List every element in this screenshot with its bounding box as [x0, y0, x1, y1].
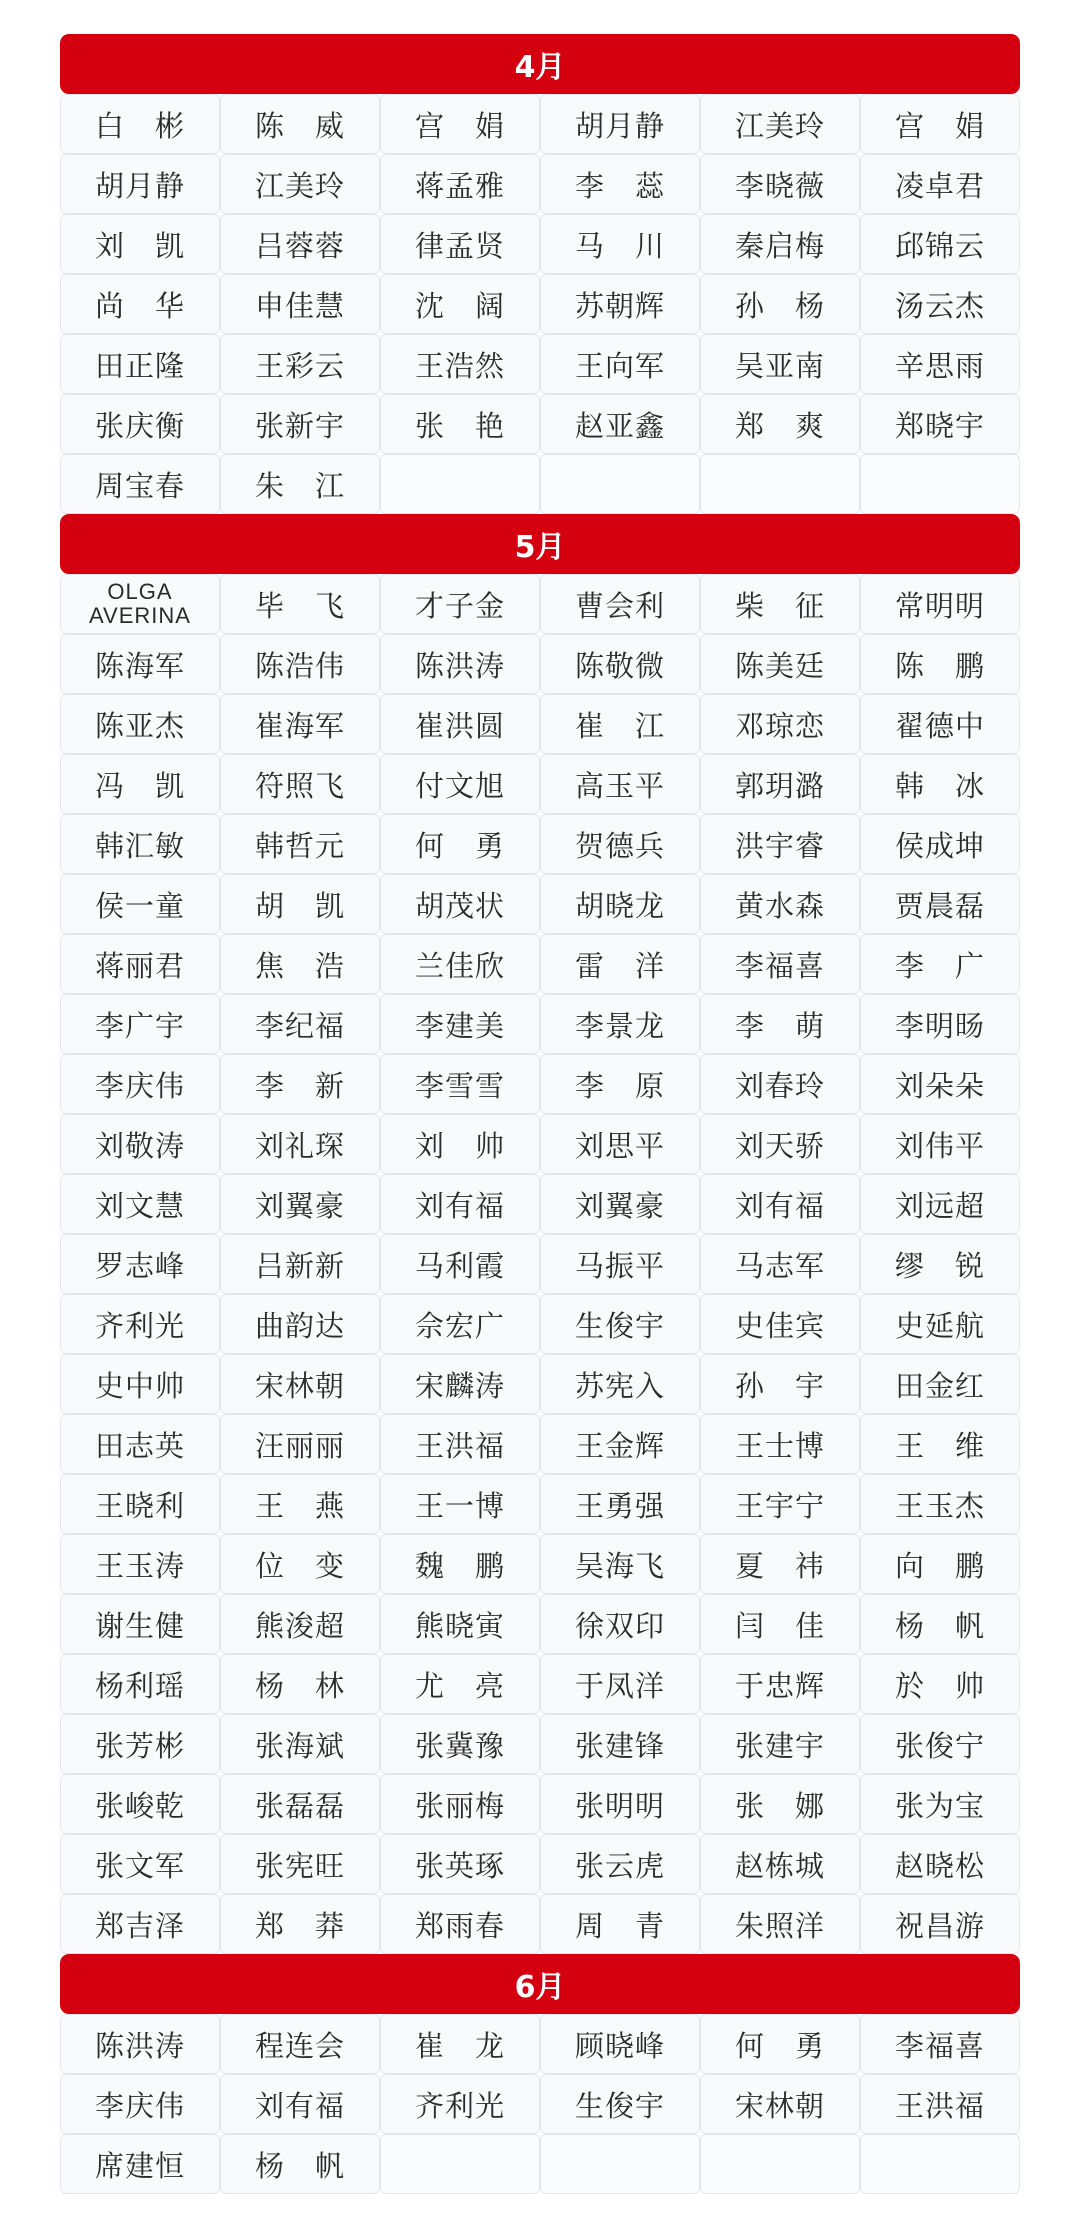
name-cell: 陈 威 [220, 94, 380, 154]
name-cell: 辛思雨 [860, 334, 1020, 394]
name-cell: 刘翼豪 [220, 1174, 380, 1234]
name-cell: 刘天骄 [700, 1114, 860, 1174]
name-cell: 郑 爽 [700, 394, 860, 454]
name-cell: 杨 帆 [220, 2134, 380, 2194]
name-cell: 尚 华 [60, 274, 220, 334]
name-cell: 熊晓寅 [380, 1594, 540, 1654]
name-cell: 宫 娟 [860, 94, 1020, 154]
name-cell: 张明明 [540, 1774, 700, 1834]
name-cell: 张宪旺 [220, 1834, 380, 1894]
name-cell: 熊浚超 [220, 1594, 380, 1654]
name-cell: 李景龙 [540, 994, 700, 1054]
name-cell: 李 蕊 [540, 154, 700, 214]
name-cell: 苏朝辉 [540, 274, 700, 334]
name-cell: 曹会利 [540, 574, 700, 634]
name-cell: 贺德兵 [540, 814, 700, 874]
name-cell: 张文军 [60, 1834, 220, 1894]
name-cell: 胡 凯 [220, 874, 380, 934]
name-cell: 洪宇睿 [700, 814, 860, 874]
name-cell: 李福喜 [860, 2014, 1020, 2074]
name-cell: 江美玲 [700, 94, 860, 154]
name-cell: 夏 祎 [700, 1534, 860, 1594]
name-cell: 张建宇 [700, 1714, 860, 1774]
name-cell: 李雪雪 [380, 1054, 540, 1114]
name-cell: 王洪福 [860, 2074, 1020, 2134]
name-cell: 雷 洋 [540, 934, 700, 994]
name-cell: 田正隆 [60, 334, 220, 394]
name-cell: 周宝春 [60, 454, 220, 514]
name-cell: 陈洪涛 [380, 634, 540, 694]
name-cell: 于凤洋 [540, 1654, 700, 1714]
name-cell: 杨利瑶 [60, 1654, 220, 1714]
name-cell: 程连会 [220, 2014, 380, 2074]
name-cell: 刘有福 [380, 1174, 540, 1234]
empty-cell [540, 454, 700, 514]
roster-list [60, 34, 1020, 2194]
name-cell: 李 新 [220, 1054, 380, 1114]
name-cell: 崔洪圆 [380, 694, 540, 754]
name-cell: 宋林朝 [220, 1354, 380, 1414]
name-cell: 吕新新 [220, 1234, 380, 1294]
name-cell: 席建恒 [60, 2134, 220, 2194]
name-cell: 李庆伟 [60, 2074, 220, 2134]
name-cell: 张英琢 [380, 1834, 540, 1894]
name-cell: 田志英 [60, 1414, 220, 1474]
name-cell: 刘春玲 [700, 1054, 860, 1114]
name-cell: 向 鹏 [860, 1534, 1020, 1594]
name-cell: 王彩云 [220, 334, 380, 394]
name-cell: 曲韵达 [220, 1294, 380, 1354]
empty-cell [380, 2134, 540, 2194]
name-cell: 田金红 [860, 1354, 1020, 1414]
name-cell: 魏 鹏 [380, 1534, 540, 1594]
name-cell: 郑 莽 [220, 1894, 380, 1954]
name-cell: 冯 凯 [60, 754, 220, 814]
name-cell: 赵亚鑫 [540, 394, 700, 454]
name-cell: 韩汇敏 [60, 814, 220, 874]
name-cell: 王洪福 [380, 1414, 540, 1474]
name-cell: 宫 娟 [380, 94, 540, 154]
name-cell: 刘 凯 [60, 214, 220, 274]
month-section [60, 514, 1020, 1954]
name-cell: OLGA AVERINA [60, 574, 220, 634]
name-cell: 崔 龙 [380, 2014, 540, 2074]
name-cell: 生俊宇 [540, 1294, 700, 1354]
month-header: 4月 [60, 34, 1020, 94]
name-cell: 周 青 [540, 1894, 700, 1954]
empty-cell [380, 454, 540, 514]
name-cell: 杨 帆 [860, 1594, 1020, 1654]
name-cell: 陈亚杰 [60, 694, 220, 754]
month-section [60, 1954, 1020, 2194]
name-cell: 张芳彬 [60, 1714, 220, 1774]
name-cell: 陈海军 [60, 634, 220, 694]
name-cell: 王宇宁 [700, 1474, 860, 1534]
name-cell: 张 艳 [380, 394, 540, 454]
name-cell: 朱 江 [220, 454, 380, 514]
name-cell: 邓琼恋 [700, 694, 860, 754]
name-cell: 律孟贤 [380, 214, 540, 274]
name-cell: 申佳慧 [220, 274, 380, 334]
name-cell: 李建美 [380, 994, 540, 1054]
name-cell: 胡茂状 [380, 874, 540, 934]
name-cell: 吕蓉蓉 [220, 214, 380, 274]
name-cell: 马 川 [540, 214, 700, 274]
name-cell: 王玉涛 [60, 1534, 220, 1594]
name-cell: 李纪福 [220, 994, 380, 1054]
name-cell: 焦 浩 [220, 934, 380, 994]
name-cell: 王一博 [380, 1474, 540, 1534]
name-cell: 齐利光 [60, 1294, 220, 1354]
name-cell: 何 勇 [380, 814, 540, 874]
name-grid [60, 94, 1020, 514]
name-cell: 崔海军 [220, 694, 380, 754]
name-cell: 张庆衡 [60, 394, 220, 454]
name-cell: 王晓利 [60, 1474, 220, 1534]
name-cell: 佘宏广 [380, 1294, 540, 1354]
name-cell: 杨 林 [220, 1654, 380, 1714]
name-cell: 罗志峰 [60, 1234, 220, 1294]
name-cell: 王勇强 [540, 1474, 700, 1534]
name-cell: 张 娜 [700, 1774, 860, 1834]
name-cell: 谢生健 [60, 1594, 220, 1654]
name-cell: 常明明 [860, 574, 1020, 634]
name-cell: 史延航 [860, 1294, 1020, 1354]
name-cell: 凌卓君 [860, 154, 1020, 214]
name-cell: 李 萌 [700, 994, 860, 1054]
name-cell: 李 原 [540, 1054, 700, 1114]
name-cell: 李广宇 [60, 994, 220, 1054]
name-cell: 孙 宇 [700, 1354, 860, 1414]
name-cell: 尤 亮 [380, 1654, 540, 1714]
name-cell: 张云虎 [540, 1834, 700, 1894]
name-cell: 张磊磊 [220, 1774, 380, 1834]
name-cell: 侯一童 [60, 874, 220, 934]
name-cell: 位 变 [220, 1534, 380, 1594]
name-cell: 韩 冰 [860, 754, 1020, 814]
name-cell: 吴亚南 [700, 334, 860, 394]
name-cell: 朱照洋 [700, 1894, 860, 1954]
name-cell: 马利霞 [380, 1234, 540, 1294]
name-grid [60, 574, 1020, 1954]
name-cell: 白 彬 [60, 94, 220, 154]
name-cell: 付文旭 [380, 754, 540, 814]
name-cell: 陈浩伟 [220, 634, 380, 694]
name-cell: 王浩然 [380, 334, 540, 394]
name-cell: 马志军 [700, 1234, 860, 1294]
name-cell: 祝昌游 [860, 1894, 1020, 1954]
month-section [60, 34, 1020, 514]
name-cell: 符照飞 [220, 754, 380, 814]
name-cell: 张建锋 [540, 1714, 700, 1774]
month-header: 6月 [60, 1954, 1020, 2014]
name-cell: 马振平 [540, 1234, 700, 1294]
name-cell: 刘思平 [540, 1114, 700, 1174]
name-cell: 刘远超 [860, 1174, 1020, 1234]
name-cell: 徐双印 [540, 1594, 700, 1654]
month-header: 5月 [60, 514, 1020, 574]
name-cell: 蒋丽君 [60, 934, 220, 994]
name-cell: 江美玲 [220, 154, 380, 214]
name-cell: 陈美廷 [700, 634, 860, 694]
name-cell: 王玉杰 [860, 1474, 1020, 1534]
name-cell: 李福喜 [700, 934, 860, 994]
name-cell: 苏宪入 [540, 1354, 700, 1414]
name-cell: 王金辉 [540, 1414, 700, 1474]
name-cell: 刘有福 [220, 2074, 380, 2134]
name-cell: 黄水森 [700, 874, 860, 934]
name-cell: 于忠辉 [700, 1654, 860, 1714]
name-cell: 於 帅 [860, 1654, 1020, 1714]
name-cell: 邱锦云 [860, 214, 1020, 274]
name-cell: 汤云杰 [860, 274, 1020, 334]
name-cell: 史中帅 [60, 1354, 220, 1414]
empty-cell [860, 454, 1020, 514]
name-cell: 刘翼豪 [540, 1174, 700, 1234]
name-cell: 李晓薇 [700, 154, 860, 214]
name-cell: 宋麟涛 [380, 1354, 540, 1414]
name-cell: 史佳宾 [700, 1294, 860, 1354]
name-cell: 王向军 [540, 334, 700, 394]
name-cell: 胡晓龙 [540, 874, 700, 934]
name-cell: 陈 鹏 [860, 634, 1020, 694]
name-cell: 刘有福 [700, 1174, 860, 1234]
name-cell: 顾晓峰 [540, 2014, 700, 2074]
name-cell: 贾晨磊 [860, 874, 1020, 934]
empty-cell [540, 2134, 700, 2194]
name-cell: 张冀豫 [380, 1714, 540, 1774]
name-cell: 李庆伟 [60, 1054, 220, 1114]
name-cell: 崔 江 [540, 694, 700, 754]
name-cell: 张新宇 [220, 394, 380, 454]
name-cell: 赵晓松 [860, 1834, 1020, 1894]
name-cell: 闫 佳 [700, 1594, 860, 1654]
name-cell: 何 勇 [700, 2014, 860, 2074]
name-cell: 侯成坤 [860, 814, 1020, 874]
name-cell: 汪丽丽 [220, 1414, 380, 1474]
name-cell: 陈敬微 [540, 634, 700, 694]
name-cell: 刘朵朵 [860, 1054, 1020, 1114]
name-cell: 张俊宁 [860, 1714, 1020, 1774]
name-cell: 张丽梅 [380, 1774, 540, 1834]
name-cell: 翟德中 [860, 694, 1020, 754]
name-cell: 宋林朝 [700, 2074, 860, 2134]
name-cell: 张为宝 [860, 1774, 1020, 1834]
name-cell: 胡月静 [540, 94, 700, 154]
name-cell: 王士博 [700, 1414, 860, 1474]
name-cell: 生俊宇 [540, 2074, 700, 2134]
name-cell: 王 燕 [220, 1474, 380, 1534]
name-cell: 刘文慧 [60, 1174, 220, 1234]
name-cell: 张海斌 [220, 1714, 380, 1774]
name-cell: 孙 杨 [700, 274, 860, 334]
name-cell: 兰佳欣 [380, 934, 540, 994]
name-cell: 缪 锐 [860, 1234, 1020, 1294]
name-cell: 李明旸 [860, 994, 1020, 1054]
name-cell: 李 广 [860, 934, 1020, 994]
name-cell: 王 维 [860, 1414, 1020, 1474]
empty-cell [860, 2134, 1020, 2194]
name-cell: 沈 阔 [380, 274, 540, 334]
name-cell: 蒋孟雅 [380, 154, 540, 214]
name-cell: 刘伟平 [860, 1114, 1020, 1174]
name-cell: 郑吉泽 [60, 1894, 220, 1954]
name-cell: 郭玥潞 [700, 754, 860, 814]
name-cell: 赵栋城 [700, 1834, 860, 1894]
name-cell: 刘敬涛 [60, 1114, 220, 1174]
name-cell: 秦启梅 [700, 214, 860, 274]
name-grid [60, 2014, 1020, 2194]
name-cell: 高玉平 [540, 754, 700, 814]
name-cell: 郑雨春 [380, 1894, 540, 1954]
name-cell: 郑晓宇 [860, 394, 1020, 454]
empty-cell [700, 2134, 860, 2194]
name-cell: 陈洪涛 [60, 2014, 220, 2074]
empty-cell [700, 454, 860, 514]
name-cell: 齐利光 [380, 2074, 540, 2134]
name-cell: 张峻乾 [60, 1774, 220, 1834]
name-cell: 胡月静 [60, 154, 220, 214]
name-cell: 才子金 [380, 574, 540, 634]
name-cell: 吴海飞 [540, 1534, 700, 1594]
name-cell: 刘礼琛 [220, 1114, 380, 1174]
name-cell: 柴 征 [700, 574, 860, 634]
name-cell: 韩哲元 [220, 814, 380, 874]
name-cell: 刘 帅 [380, 1114, 540, 1174]
name-cell: 毕 飞 [220, 574, 380, 634]
